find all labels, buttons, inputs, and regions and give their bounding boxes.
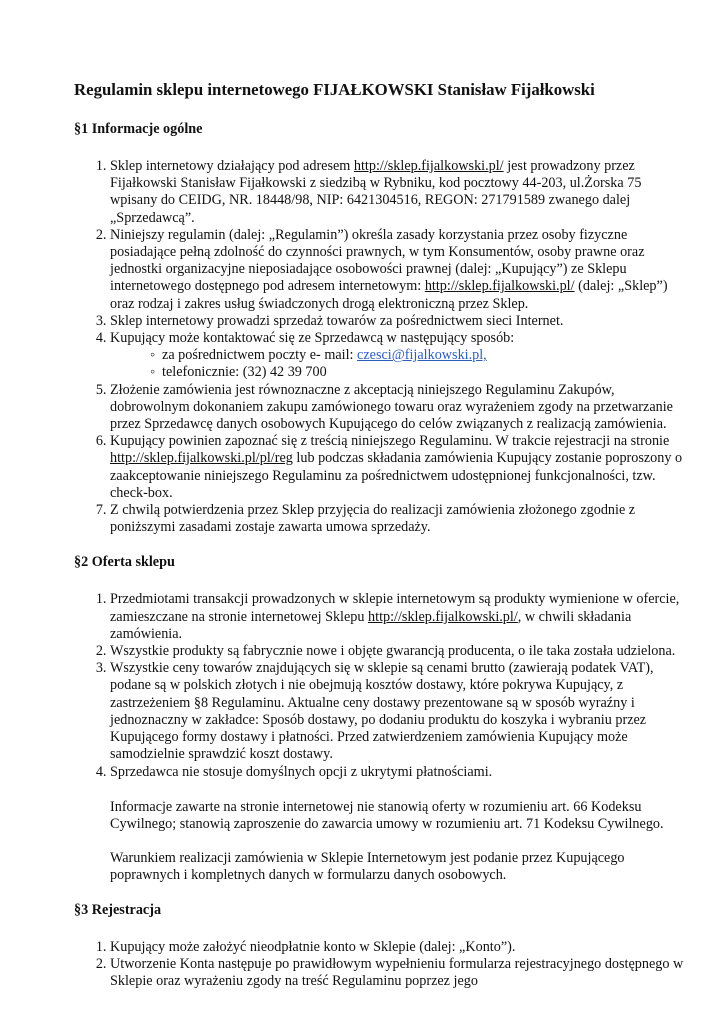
list-item — [110, 227, 684, 313]
list-item — [110, 433, 684, 502]
contact-list — [110, 347, 684, 381]
list-item: 5. Złożenie zamówienia jest równoznaczne z akceptacją niniejszego Regulaminu Zakupów, dobrowolnym dokonaniem zakupu zamówionego towaru oraz wyrażeniem zgody na przetwarzanie przez Sprzedawcę danych osobowych Kupującego do celów związanych z realizacją zamówienia. — [110, 382, 684, 434]
section-heading-1: §1 Informacje ogólne — [74, 121, 203, 137]
list-item: 1. Kupujący może założyć nieodpłatnie konto w Sklepie (dalej: „Konto”). — [110, 939, 684, 956]
paragraph: Warunkiem realizacji zamówienia w Sklepie Internetowym jest podanie przez Kupującego poprawnych i kompletnych danych w formularzu danych osobowych. — [110, 850, 625, 884]
item-text: Sklep internetowy działający pod adresem — [110, 158, 354, 174]
list-item — [110, 158, 684, 227]
item-text: jest prowadzony przez Fijałkowski Stanisław Fijałkowski z siedzibą w Rybniku, kod pocztowy 44-203, ul.Żorska 75 wpisany do CEIDG, NR. 18448/98, NIP: 6421304516, REGON: 271791589 zwanego dalej „Sprzedawcą”. — [110, 158, 642, 226]
list-item: 3. Wszystkie ceny towarów znajdujących się w sklepie są cenami brutto (zawierają podatek VAT), podane są w polskich złotych i nie obejmują kosztów dostawy, które pokrywa Kupujący, z zastrzeżeniem §8 Regulaminu. Aktualne ceny dostawy prezentowane są w sposób wyraźny i jednoznaczny w zakładce: Sposób dostawy, po dodaniu produktu do koszyka i wybraniu przez Kupującego formy dostawy i płatności. Przed zatwierdzeniem zamówienia Kupujący może samodzielnie sprawdzić koszt dostawy. — [110, 660, 684, 763]
item-text: Niniejszy regulamin (dalej: „Regulamin”) określa zasady korzystania przez osoby fizyczne posiadające pełną zdolność do czynności prawnych, w tym Konsumentów, osoby prawne oraz jednostki organizacyjne nieposiadające osobowości prawnej (dalej: „Kupujący”) ze Sklepu internetowego dostępnego pod adresem internetowym: — [110, 226, 645, 295]
email-link[interactable]: czesci@fijalkowski.pl, — [357, 347, 487, 364]
list-item: 3. Sklep internetowy prowadzi sprzedaż towarów za pośrednictwem sieci Internet. — [110, 313, 684, 330]
section-3-list — [74, 939, 684, 991]
list-item: 2. Utworzenie Konta następuje po prawidłowym wypełnieniu formularza rejestracyjnego dostępnego w Sklepie oraz wyrażeniu zgody na treść Regulaminu poprzez jego — [110, 956, 684, 990]
shop-link[interactable]: http://sklep.fijalkowski.pl/ — [368, 608, 518, 625]
document-title: Regulamin sklepu internetowego FIJAŁKOWSKI Stanisław Fijałkowski — [74, 80, 595, 99]
item-text: Przedmiotami transakcji prowadzonych w sklepie internetowym są produkty wymienione w ofercie, zamieszczane na stronie internetowej Sklepu — [110, 591, 680, 625]
section-heading-3: §3 Rejestracja — [74, 901, 162, 918]
list-item: 4. Sprzedawca nie stosuje domyślnych opcji z ukrytymi płatnościami. — [110, 764, 684, 781]
item-text: , w chwili składania zamówienia. — [110, 608, 632, 642]
section-1-list — [74, 158, 684, 536]
item-text: Kupujący może kontaktować się ze Sprzedawcą w następujący sposób: — [110, 330, 515, 347]
contact-phone-item: ◦ telefonicznie: (32) 42 39 700 — [150, 364, 684, 381]
section-heading-2: §2 Oferta sklepu — [74, 554, 175, 571]
list-item — [110, 330, 684, 382]
item-text: Kupujący powinien zapoznać się z treścią niniejszego Regulaminu. W trakcie rejestracji na stronie — [110, 433, 670, 450]
registration-link[interactable]: http://sklep.fijalkowski.pl/pl/reg — [110, 450, 293, 467]
email-label: za pośrednictwem poczty e- mail: — [162, 347, 358, 364]
item-text: lub podczas składania zamówienia Kupujący zostanie poproszony o zaakceptowanie niniejszego Regulaminu za pośrednictwem udostępnionej funkcjonalności, tzw. check-box. — [110, 450, 683, 501]
item-text: (dalej: „Sklep”) oraz rodzaj i zakres usług świadczonych drogą elektroniczną przez Sklep. — [110, 278, 668, 312]
section-2-list — [74, 591, 684, 780]
shop-link[interactable]: http://sklep.fijalkowski.pl/ — [353, 158, 504, 174]
list-item: 2. Wszystkie produkty są fabrycznie nowe i objęte gwarancją producenta, o ile taka została udzielona. — [110, 643, 684, 660]
list-item — [110, 591, 684, 643]
shop-link[interactable]: http://sklep.fijalkowski.pl/ — [424, 278, 575, 295]
contact-email-item — [150, 347, 684, 364]
list-item: 7. Z chwilą potwierdzenia przez Sklep przyjęcia do realizacji zamówienia złożonego zgodnie z poniższymi zasadami zostaje zawarta umowa sprzedaży. — [110, 502, 684, 536]
paragraph: Informacje zawarte na stronie internetowej nie stanowią oferty w rozumieniu art. 66 Kodeksu Cywilnego; stanowią zaproszenie do zawarcia umowy w rozumieniu art. 71 Kodeksu Cywilnego. — [110, 798, 664, 832]
